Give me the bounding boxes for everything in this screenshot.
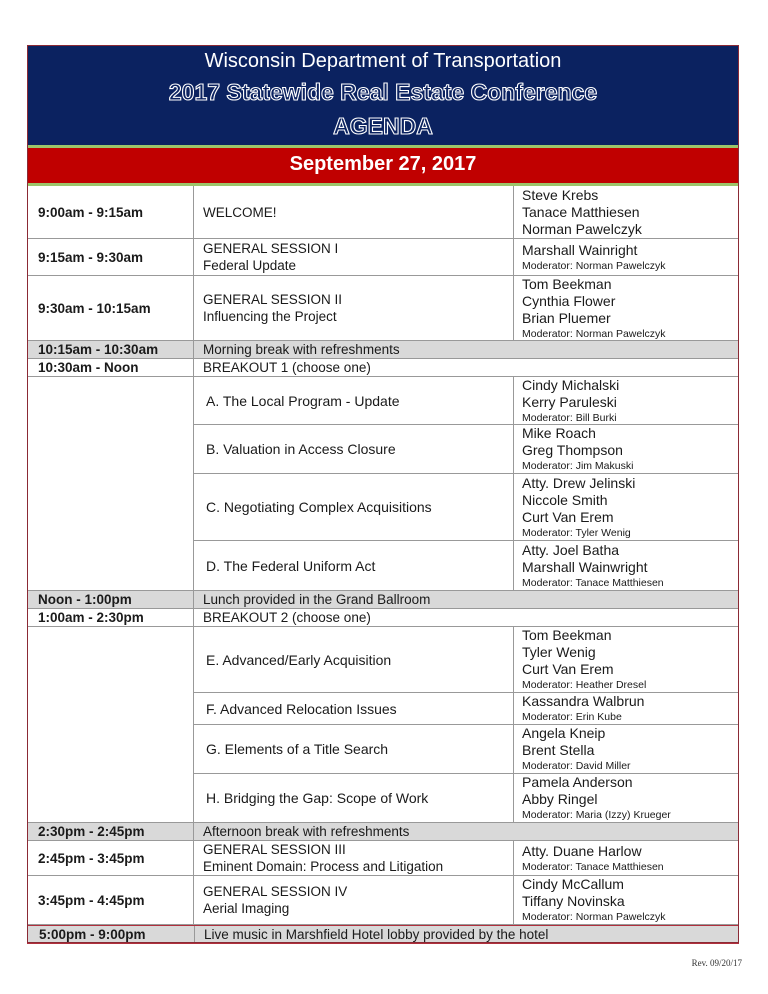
speaker: Mike Roach (522, 425, 596, 441)
time: 10:15am - 10:30am (38, 342, 159, 357)
speaker: Steve Krebs (522, 186, 599, 203)
speaker: Niccole Smith (522, 491, 608, 508)
session-title: E. Advanced/Early Acquisition (193, 627, 513, 692)
session-title: GENERAL SESSION IV (203, 884, 348, 899)
moderator: Moderator: Maria (Izzy) Krueger (522, 809, 671, 821)
speaker: Kassandra Walbrun (522, 693, 645, 709)
session-title: F. Advanced Relocation Issues (193, 693, 513, 724)
moderator: Moderator: Erin Kube (522, 711, 622, 723)
session-subtitle: Federal Update (203, 258, 297, 273)
time: 9:00am - 9:15am (38, 204, 144, 220)
time: 1:00am - 2:30pm (38, 610, 144, 625)
moderator: Moderator: Norman Pawelczyk (522, 327, 666, 340)
time: 2:30pm - 2:45pm (38, 824, 145, 839)
speaker: Greg Thompson (522, 442, 623, 458)
session: Morning break with refreshments (193, 341, 738, 358)
revision-note: Rev. 09/20/17 (691, 958, 742, 968)
session: Lunch provided in the Grand Ballroom (193, 591, 738, 608)
speaker: Angela Kneip (522, 725, 606, 741)
session-title: G. Elements of a Title Search (193, 725, 513, 773)
speaker: Atty. Joel Batha (522, 541, 620, 558)
time: 5:00pm - 9:00pm (39, 927, 146, 942)
speaker: Tiffany Novinska (522, 893, 625, 909)
moderator: Moderator: Bill Burki (522, 411, 617, 424)
time: 9:30am - 10:15am (38, 300, 151, 316)
speaker: Tyler Wenig (522, 644, 596, 660)
session: Live music in Marshfield Hotel lobby provided by the hotel (194, 926, 739, 943)
speaker: Cindy McCallum (522, 876, 624, 892)
session-subtitle: Influencing the Project (203, 309, 337, 324)
speaker: Curt Van Erem (522, 508, 614, 525)
moderator: Moderator: Norman Pawelczyk (522, 911, 666, 923)
speaker: Atty. Duane Harlow (522, 842, 642, 859)
event-date: September 27, 2017 (289, 153, 477, 175)
session: BREAKOUT 1 (choose one) (193, 359, 738, 376)
speaker: Marshall Wainwright (522, 558, 648, 575)
time: 3:45pm - 4:45pm (38, 892, 145, 908)
session-title: H. Bridging the Gap: Scope of Work (193, 774, 513, 822)
moderator: Moderator: Tanace Matthiesen (522, 576, 664, 589)
session-subtitle: Eminent Domain: Process and Litigation (203, 859, 444, 874)
moderator: Moderator: David Miller (522, 760, 631, 772)
event-title: 2017 Statewide Real Estate Conference (168, 79, 598, 105)
session-title: A. The Local Program - Update (193, 377, 513, 424)
org-name: Wisconsin Department of Transportation (204, 50, 562, 72)
doc-title: AGENDA (333, 113, 433, 139)
session: BREAKOUT 2 (choose one) (193, 609, 738, 626)
speaker: Tanace Matthiesen (522, 203, 640, 220)
speaker: Curt Van Erem (522, 661, 614, 677)
speaker: Tom Beekman (522, 275, 612, 292)
speaker: Cindy Michalski (522, 376, 620, 393)
speaker: Kerry Paruleski (522, 393, 617, 410)
speaker: Tom Beekman (522, 627, 612, 643)
session-title: D. The Federal Uniform Act (193, 541, 513, 590)
session-title: GENERAL SESSION III (203, 842, 346, 857)
time: Noon - 1:00pm (38, 592, 132, 607)
speaker: Marshall Wainright (522, 241, 638, 258)
speaker: Norman Pawelczyk (522, 220, 642, 237)
speaker: Atty. Drew Jelinski (522, 474, 636, 491)
speaker: Brian Pluemer (522, 309, 611, 326)
session-title: B. Valuation in Access Closure (193, 425, 513, 473)
session-title: GENERAL SESSION I (203, 241, 339, 256)
session-subtitle: Aerial Imaging (203, 901, 290, 916)
speaker: Cynthia Flower (522, 292, 616, 309)
time: 10:30am - Noon (38, 360, 139, 375)
time: 9:15am - 9:30am (38, 249, 144, 265)
moderator: Moderator: Jim Makuski (522, 460, 634, 472)
session: Afternoon break with refreshments (193, 823, 738, 840)
speaker: Brent Stella (522, 742, 595, 758)
session-title: WELCOME! (203, 204, 277, 220)
speaker: Pamela Anderson (522, 774, 633, 790)
time: 2:45pm - 3:45pm (38, 850, 145, 866)
session-title: C. Negotiating Complex Acquisitions (193, 474, 513, 540)
speaker: Abby Ringel (522, 791, 598, 807)
moderator: Moderator: Norman Pawelczyk (522, 259, 666, 272)
moderator: Moderator: Heather Dresel (522, 679, 647, 691)
moderator: Moderator: Tyler Wenig (522, 526, 631, 539)
session-title: GENERAL SESSION II (203, 292, 343, 307)
agenda-frame (27, 45, 739, 943)
moderator: Moderator: Tanace Matthiesen (522, 860, 664, 873)
